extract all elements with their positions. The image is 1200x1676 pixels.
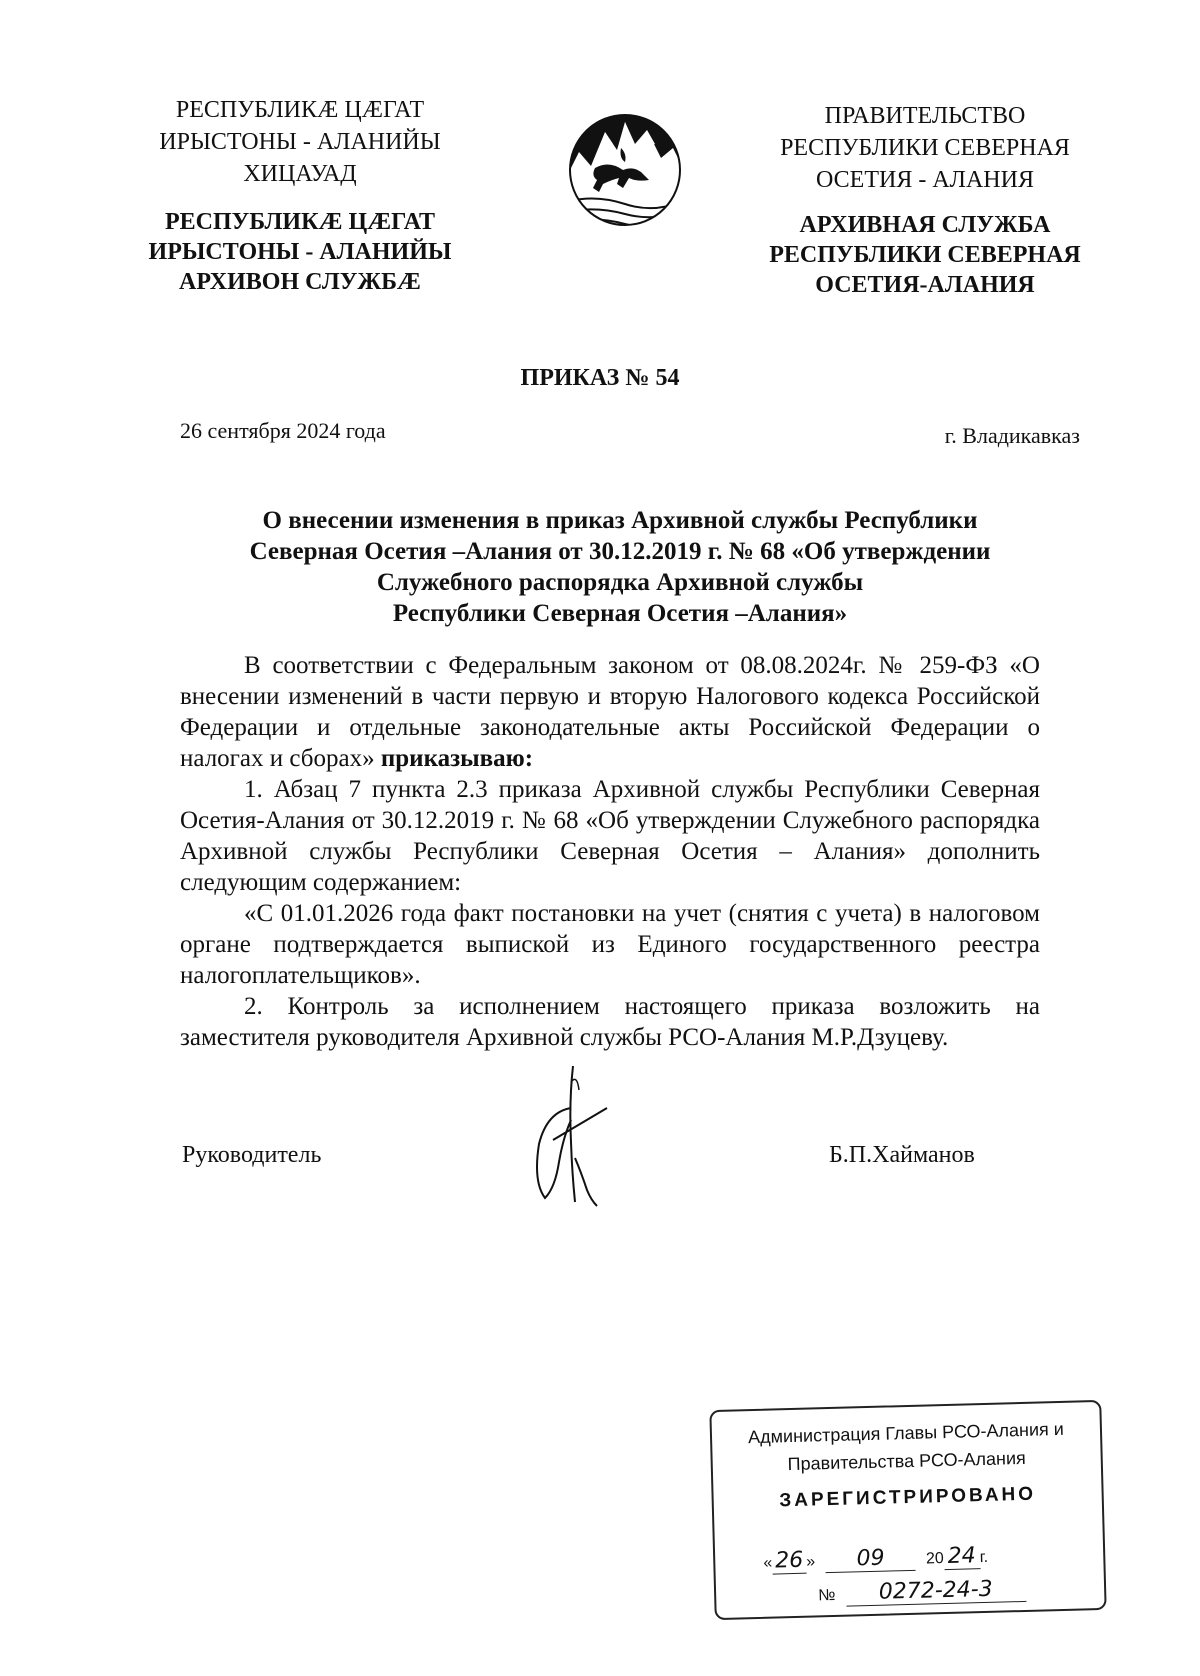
subject-line: Северная Осетия –Алания от 30.12.2019 г. № 68 «Об утверждении	[249, 538, 991, 565]
header-left-government	[150, 94, 450, 190]
coat-of-arms-icon	[565, 110, 685, 230]
header-right-bold-line: ОСЕТИЯ-АЛАНИЯ	[815, 272, 1035, 298]
order-title: ПРИКАЗ № 54	[520, 365, 680, 391]
header-left-bold-line: ИРЫСТОНЫ - АЛАНИЙЫ	[148, 239, 452, 265]
stamp-day: 26	[772, 1548, 807, 1575]
registration-stamp	[709, 1400, 1106, 1620]
order-date: 26 сентября 2024 года	[180, 418, 386, 443]
body-paragraph-2: 1. Абзац 7 пункта 2.3 приказа Архивной службы Республики Северная Осетия-Алания от 30.12.2019 г. № 68 «Об утверждении Служебного распорядка Архивной службы Республики Северная Осетия – Алания» дополнить следующим содержанием:	[180, 776, 1040, 896]
order-city: г. Владикавказ	[944, 423, 1080, 448]
header-right-bold-line: РЕСПУБЛИКИ СЕВЕРНАЯ	[769, 242, 1081, 268]
stamp-registered-label: ЗАРЕГИСТРИРОВАНО	[779, 1483, 1037, 1512]
header-left-bold-line: АРХИВОН СЛУЖБӔ	[179, 269, 421, 295]
subject-line: О внесении изменения в приказ Архивной службы Республики	[262, 507, 978, 534]
stamp-year-mark: г.	[979, 1548, 989, 1567]
stamp-number	[818, 1576, 1026, 1607]
header-right-archive	[750, 210, 1100, 300]
body-paragraph-3: «С 01.01.2026 года факт постановки на учет (снятия с учета) в налоговом органе подтверждается выпиской из Единого государственного реестра налогоплательщиков».	[180, 900, 1040, 989]
stamp-year-suffix: 24	[943, 1543, 980, 1570]
header-left-line: РЕСПУБЛИКӔ ЦӔГАТ	[175, 97, 425, 123]
header-left-line: ИРЫСТОНЫ - АЛАНИЙЫ	[159, 129, 441, 155]
stamp-org-line: Администрация Главы РСО-Алания и	[747, 1418, 1065, 1448]
header-right-line: РЕСПУБЛИКИ СЕВЕРНАЯ	[780, 135, 1070, 161]
header-left-line: ХИЦАУАД	[243, 161, 357, 187]
stamp-year-prefix: 20	[925, 1550, 945, 1568]
handwritten-signature-icon	[525, 1062, 615, 1212]
paragraph-bold-text: приказываю:	[380, 745, 534, 772]
order-subject	[180, 505, 1060, 629]
stamp-organization	[712, 1414, 1101, 1480]
stamp-number-value: 0272-24-3	[845, 1576, 1026, 1607]
body-paragraph-1	[180, 650, 1040, 774]
stamp-date: « 26 » 09 20 24 г.	[763, 1543, 989, 1574]
header-left-archive	[140, 207, 460, 297]
order-body	[180, 650, 1040, 1053]
paragraph-text: В соответствии с Федеральным законом от 08.08.2024г. № 259-ФЗ «О внесении изменений в части первую и вторую Налогового кодекса Российской Федерации и отдельные законодательные акты Российской Федерации о налогах и сборах»	[180, 652, 1040, 772]
header-right-line: ОСЕТИЯ - АЛАНИЯ	[816, 167, 1034, 193]
header-right-bold-line: АРХИВНАЯ СЛУЖБА	[799, 212, 1051, 238]
subject-line: Республики Северная Осетия –Алания»	[392, 600, 848, 627]
signature-role: Руководитель	[182, 1142, 322, 1168]
header-right-line: ПРАВИТЕЛЬСТВО	[824, 103, 1026, 129]
header-left-bold-line: РЕСПУБЛИКӔ ЦӔГАТ	[164, 209, 436, 235]
stamp-number-label: №	[817, 1586, 836, 1605]
stamp-month: 09	[825, 1545, 916, 1573]
stamp-org-line: Правительства РСО-Алания	[787, 1447, 1027, 1475]
subject-line: Служебного распорядка Архивной службы	[376, 569, 864, 596]
header-right-government	[760, 100, 1090, 196]
signature-name: Б.П.Хайманов	[829, 1142, 975, 1168]
body-paragraph-4: 2. Контроль за исполнением настоящего приказа возложить на заместителя руководителя Архивной службы РСО-Алания М.Р.Дзуцеву.	[180, 993, 1040, 1051]
